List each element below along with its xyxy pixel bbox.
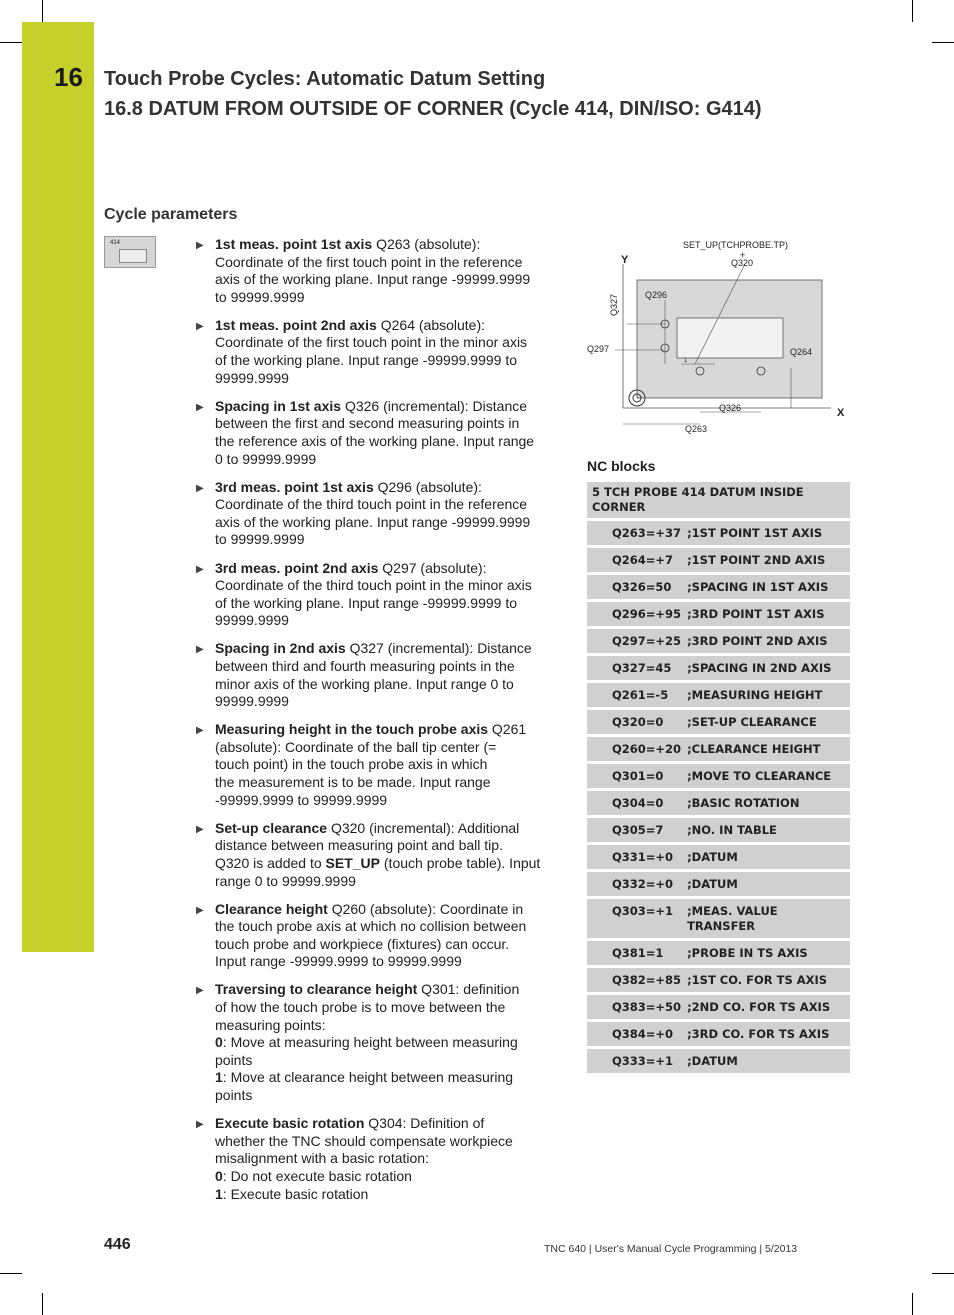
crop-mark <box>932 42 954 43</box>
nc-comment: ;BASIC ROTATION <box>685 790 850 817</box>
bullet-arrow-icon: ▶ <box>196 320 204 332</box>
nc-row <box>587 601 850 628</box>
label-q263: Q263 <box>685 424 708 434</box>
parameter-line <box>215 756 556 774</box>
parameter-text: Q263 (absolute): <box>372 236 481 252</box>
parameter-text: (touch probe table). Input <box>380 854 541 871</box>
nc-first-line: 5 TCH PROBE 414 DATUM INSIDE CORNER <box>587 482 850 520</box>
nc-row <box>587 817 850 844</box>
label-q296: Q296 <box>645 290 668 300</box>
parameter-text: to 99999.9999 <box>215 531 305 548</box>
parameter-line <box>215 1186 556 1204</box>
parameter-line <box>215 1115 556 1133</box>
parameter-line <box>215 514 556 532</box>
parameter-text: 0 to 99999.9999 <box>215 450 317 467</box>
cycle-414-softkey-icon <box>104 236 156 268</box>
nc-row <box>587 994 850 1021</box>
parameter-name: Clearance height <box>215 900 328 917</box>
parameter-line <box>215 1133 556 1151</box>
parameter-text: whether the TNC should compensate workpiece <box>215 1132 513 1149</box>
parameter-text: : Execute basic rotation <box>222 1185 369 1202</box>
nc-code: Q381=1 <box>587 940 685 967</box>
parameter-text: Q301: definition <box>417 981 520 998</box>
parameter-list <box>196 236 556 1214</box>
parameter-name: Measuring height in the touch probe axis <box>215 721 489 738</box>
parameter-text: 0 <box>215 1167 223 1184</box>
parameter-item <box>196 398 556 468</box>
parameter-text: touch probe and workpiece (fixtures) can occur. <box>215 935 510 952</box>
parameter-line <box>215 953 556 971</box>
parameter-text: 99999.9999 <box>215 612 289 629</box>
bullet-arrow-icon: ▶ <box>196 725 204 737</box>
parameter-text: distance between measuring point and ball tip. <box>215 837 503 854</box>
parameter-text: points <box>215 1051 253 1068</box>
parameter-text: 1 <box>215 1185 223 1202</box>
nc-comment: ;3RD POINT 1ST AXIS <box>685 601 850 628</box>
parameter-line <box>215 1052 556 1070</box>
nc-comment: ;DATUM <box>685 1048 850 1075</box>
parameter-text: the reference axis of the working plane. Input range <box>215 432 535 449</box>
section-title: 16.8 DATUM FROM OUTSIDE OF CORNER (Cycle 414, DIN/ISO: G414) <box>104 98 762 120</box>
nc-comment: ;MEAS. VALUE TRANSFER <box>685 898 850 940</box>
nc-first-row <box>587 482 850 520</box>
nc-code: Q304=0 <box>587 790 685 817</box>
parameter-name: 3rd meas. point 2nd axis <box>215 559 379 576</box>
parameter-text: Q327 (incremental): Distance <box>345 640 532 657</box>
nc-row <box>587 790 850 817</box>
parameter-line <box>215 1087 556 1105</box>
page-number: 446 <box>104 1236 131 1253</box>
nc-code: Q260=+20 <box>587 736 685 763</box>
label-q320: Q320 <box>731 258 754 268</box>
nc-row <box>587 736 850 763</box>
parameter-line <box>215 612 556 630</box>
parameter-text: 1 <box>215 1069 223 1086</box>
label-plus: + <box>740 250 746 260</box>
label-x-axis: X <box>837 407 845 419</box>
bullet-arrow-icon: ▶ <box>196 904 204 916</box>
nc-code: Q331=+0 <box>587 844 685 871</box>
parameter-line <box>215 981 556 999</box>
chapter-title: Touch Probe Cycles: Automatic Datum Setting <box>104 68 546 90</box>
crop-mark <box>42 1293 43 1315</box>
nc-row <box>587 844 850 871</box>
parameter-line <box>215 873 556 891</box>
nc-code: Q384=+0 <box>587 1021 685 1048</box>
parameter-text: points <box>215 1087 253 1104</box>
inner-pocket <box>677 318 783 358</box>
parameter-line <box>215 531 556 549</box>
bullet-arrow-icon: ▶ <box>196 482 204 494</box>
bullet-arrow-icon: ▶ <box>196 401 204 413</box>
parameter-line <box>215 254 556 272</box>
label-q264: Q264 <box>790 347 813 357</box>
nc-comment: ;NO. IN TABLE <box>685 817 850 844</box>
parameter-line <box>215 370 556 388</box>
parameter-text: to 99999.9999 <box>215 288 305 305</box>
parameter-text: between the first and second measuring points in <box>215 415 520 432</box>
parameter-line <box>215 855 556 873</box>
parameter-text: between third and fourth measuring points in the <box>215 657 515 674</box>
parameter-text: Input range -99999.9999 to 99999.9999 <box>215 953 462 970</box>
parameter-line <box>215 496 556 514</box>
parameter-item <box>196 820 556 890</box>
parameter-name: Set-up clearance <box>215 819 328 836</box>
footer-text: TNC 640 | User's Manual Cycle Programming | 5/2013 <box>544 1243 798 1255</box>
parameter-text: axis of the working plane. Input range -99999.9999 <box>215 513 531 530</box>
nc-code: Q297=+25 <box>587 628 685 655</box>
bullet-arrow-icon: ▶ <box>196 1119 204 1131</box>
parameter-text: 0 <box>215 1034 223 1051</box>
nc-code: Q332=+0 <box>587 871 685 898</box>
parameter-line <box>215 1034 556 1052</box>
parameter-line <box>215 577 556 595</box>
parameter-text: Coordinate of the third touch point in the minor axis <box>215 577 532 594</box>
parameter-text: the measurement is to be made. Input range <box>215 774 491 791</box>
parameter-item <box>196 640 556 710</box>
parameter-line <box>215 317 556 335</box>
parameter-text: Q264 (absolute): <box>376 316 486 333</box>
parameter-line <box>215 676 556 694</box>
nc-comment: ;SET-UP CLEARANCE <box>685 709 850 736</box>
parameter-item <box>196 721 556 809</box>
parameter-line <box>215 1017 556 1035</box>
bullet-arrow-icon: ▶ <box>196 563 204 575</box>
parameter-name: 3rd meas. point 1st axis <box>215 478 374 495</box>
bullet-arrow-icon: ▶ <box>196 644 204 656</box>
parameter-text: Coordinate of the first touch point in the minor axis <box>215 334 528 351</box>
parameter-line <box>215 451 556 469</box>
parameter-text: Coordinate of the third touch point in the reference <box>215 496 528 513</box>
nc-row <box>587 1021 850 1048</box>
parameter-line <box>215 1069 556 1087</box>
nc-row <box>587 709 850 736</box>
parameter-item <box>196 236 556 306</box>
parameter-item <box>196 560 556 630</box>
parameter-line <box>215 352 556 370</box>
parameter-line <box>215 792 556 810</box>
crop-mark <box>0 42 22 43</box>
crop-mark <box>0 1273 22 1274</box>
parameter-name: Traversing to clearance height <box>215 981 418 998</box>
crop-mark <box>912 0 913 22</box>
cycle-diagram <box>585 234 853 438</box>
parameter-line <box>215 739 556 757</box>
label-q327: Q327 <box>609 293 619 316</box>
crop-mark <box>42 0 43 22</box>
nc-comment: ;DATUM <box>685 871 850 898</box>
parameter-line <box>215 658 556 676</box>
parameter-text: the touch probe axis at which no collision between <box>215 918 527 935</box>
nc-code: Q261=-5 <box>587 682 685 709</box>
parameter-text: Coordinate of the first touch point in the reference <box>215 253 523 270</box>
nc-comment: ;DATUM <box>685 844 850 871</box>
parameter-text: minor axis of the working plane. Input range 0 to <box>215 675 514 692</box>
nc-code: Q305=7 <box>587 817 685 844</box>
parameter-text: -99999.9999 to 99999.9999 <box>215 791 388 808</box>
nc-comment: ;1ST CO. FOR TS AXIS <box>685 967 850 994</box>
parameter-line <box>215 595 556 613</box>
parameter-name: Execute basic rotation <box>215 1115 365 1132</box>
parameter-name: Spacing in 1st axis <box>215 397 342 414</box>
parameter-line <box>215 479 556 497</box>
softkey-label: 414 <box>110 240 121 246</box>
nc-row <box>587 898 850 940</box>
parameter-line <box>215 774 556 792</box>
parameter-item <box>196 317 556 387</box>
parameter-name: 1st meas. point 1st axis <box>215 236 373 252</box>
label-corner-mark: 1 <box>684 358 688 364</box>
parameter-line <box>215 640 556 658</box>
parameter-text: : Do not execute basic rotation <box>222 1167 412 1184</box>
parameter-text: axis of the working plane. Input range -99999.9999 <box>215 271 531 288</box>
nc-blocks-heading: NC blocks <box>587 458 656 474</box>
nc-code: Q264=+7 <box>587 547 685 574</box>
nc-comment: ;CLEARANCE HEIGHT <box>685 736 850 763</box>
nc-comment: ;MEASURING HEIGHT <box>685 682 850 709</box>
nc-comment: ;MOVE TO CLEARANCE <box>685 763 850 790</box>
nc-row <box>587 1048 850 1075</box>
nc-row <box>587 871 850 898</box>
nc-code: Q327=45 <box>587 655 685 682</box>
nc-comment: ;2ND CO. FOR TS AXIS <box>685 994 850 1021</box>
parameter-text: (absolute): Coordinate of the ball tip center (= <box>215 738 497 755</box>
nc-row <box>587 520 850 547</box>
parameter-text: of how the touch probe is to move between the <box>215 999 506 1016</box>
nc-code: Q333=+1 <box>587 1048 685 1075</box>
parameter-text: of the working plane. Input range -99999.9999 to <box>215 352 517 369</box>
nc-code: Q320=0 <box>587 709 685 736</box>
parameter-line <box>215 820 556 838</box>
parameter-line <box>215 433 556 451</box>
parameter-text: misalignment with a basic rotation: <box>215 1150 429 1167</box>
parameter-item <box>196 1115 556 1203</box>
parameter-text: range 0 to 99999.9999 <box>215 872 356 889</box>
parameter-text: Q326 (incremental): Distance <box>341 397 528 414</box>
parameter-line <box>215 901 556 919</box>
parameter-text: Q320 is added to <box>215 854 326 871</box>
chapter-tab-bar <box>22 22 94 952</box>
bullet-arrow-icon: ▶ <box>196 985 204 997</box>
parameter-line <box>215 936 556 954</box>
parameter-name: 1st meas. point 2nd axis <box>215 316 377 333</box>
crop-mark <box>912 1293 913 1315</box>
parameter-text: measuring points: <box>215 1016 326 1033</box>
label-q326: Q326 <box>719 403 742 413</box>
parameter-text: 99999.9999 <box>215 369 289 386</box>
nc-code: Q296=+95 <box>587 601 685 628</box>
parameter-line <box>215 918 556 936</box>
nc-code: Q383=+50 <box>587 994 685 1021</box>
nc-row <box>587 967 850 994</box>
parameter-text: 99999.9999 <box>215 693 289 710</box>
parameter-text: touch point) in the touch probe axis in which <box>215 756 488 773</box>
parameter-line <box>215 1168 556 1186</box>
parameter-text: SET_UP <box>325 854 380 871</box>
nc-comment: ;1ST POINT 1ST AXIS <box>685 520 850 547</box>
nc-code: Q301=0 <box>587 763 685 790</box>
parameter-text: of the working plane. Input range -99999.9999 to <box>215 594 517 611</box>
parameter-line <box>215 721 556 739</box>
parameter-text: : Move at measuring height between measuring <box>222 1034 518 1051</box>
crop-mark <box>932 1273 954 1274</box>
label-q297: Q297 <box>587 344 610 354</box>
parameter-text: Q296 (absolute): <box>373 478 482 495</box>
nc-row <box>587 547 850 574</box>
nc-row <box>587 655 850 682</box>
parameter-line <box>215 560 556 578</box>
parameter-line <box>215 999 556 1017</box>
nc-code: Q326=50 <box>587 574 685 601</box>
parameter-text: Q260 (absolute): Coordinate in <box>327 900 524 917</box>
softkey-workpiece-icon <box>119 249 147 263</box>
nc-comment: ;1ST POINT 2ND AXIS <box>685 547 850 574</box>
nc-comment: ;3RD CO. FOR TS AXIS <box>685 1021 850 1048</box>
bullet-arrow-icon: ▶ <box>196 240 204 251</box>
nc-code: Q303=+1 <box>587 898 685 940</box>
parameter-line <box>215 334 556 352</box>
nc-comment: ;SPACING IN 2ND AXIS <box>685 655 850 682</box>
parameter-line <box>215 415 556 433</box>
parameter-line <box>215 1150 556 1168</box>
label-set-up: SET_UP(TCHPROBE.TP) <box>683 240 789 250</box>
parameter-text: : Move at clearance height between measuring <box>222 1069 514 1086</box>
parameter-item <box>196 901 556 971</box>
nc-row <box>587 682 850 709</box>
bullet-arrow-icon: ▶ <box>196 823 204 835</box>
nc-comment: ;SPACING IN 1ST AXIS <box>685 574 850 601</box>
parameter-line <box>215 693 556 711</box>
nc-comment: ;PROBE IN TS AXIS <box>685 940 850 967</box>
nc-blocks-table <box>587 482 850 1076</box>
label-y-axis: Y <box>621 254 629 266</box>
nc-row <box>587 940 850 967</box>
parameter-line <box>215 289 556 307</box>
nc-row <box>587 628 850 655</box>
parameter-line <box>215 236 556 254</box>
nc-code: Q382=+85 <box>587 967 685 994</box>
parameter-line <box>215 271 556 289</box>
nc-comment: ;3RD POINT 2ND AXIS <box>685 628 850 655</box>
parameter-line <box>215 398 556 416</box>
chapter-number: 16 <box>54 62 83 92</box>
parameter-text: Q297 (absolute): <box>378 559 487 576</box>
parameter-text: Q320 (incremental): Additional <box>327 819 520 836</box>
parameter-line <box>215 837 556 855</box>
cycle-parameters-heading: Cycle parameters <box>104 206 238 223</box>
parameter-item <box>196 981 556 1104</box>
nc-row <box>587 763 850 790</box>
nc-row <box>587 574 850 601</box>
parameter-text: Q261 <box>488 721 527 738</box>
parameter-name: Spacing in 2nd axis <box>215 640 346 657</box>
nc-code: Q263=+37 <box>587 520 685 547</box>
parameter-text: Q304: Definition of <box>364 1115 485 1132</box>
parameter-item <box>196 479 556 549</box>
